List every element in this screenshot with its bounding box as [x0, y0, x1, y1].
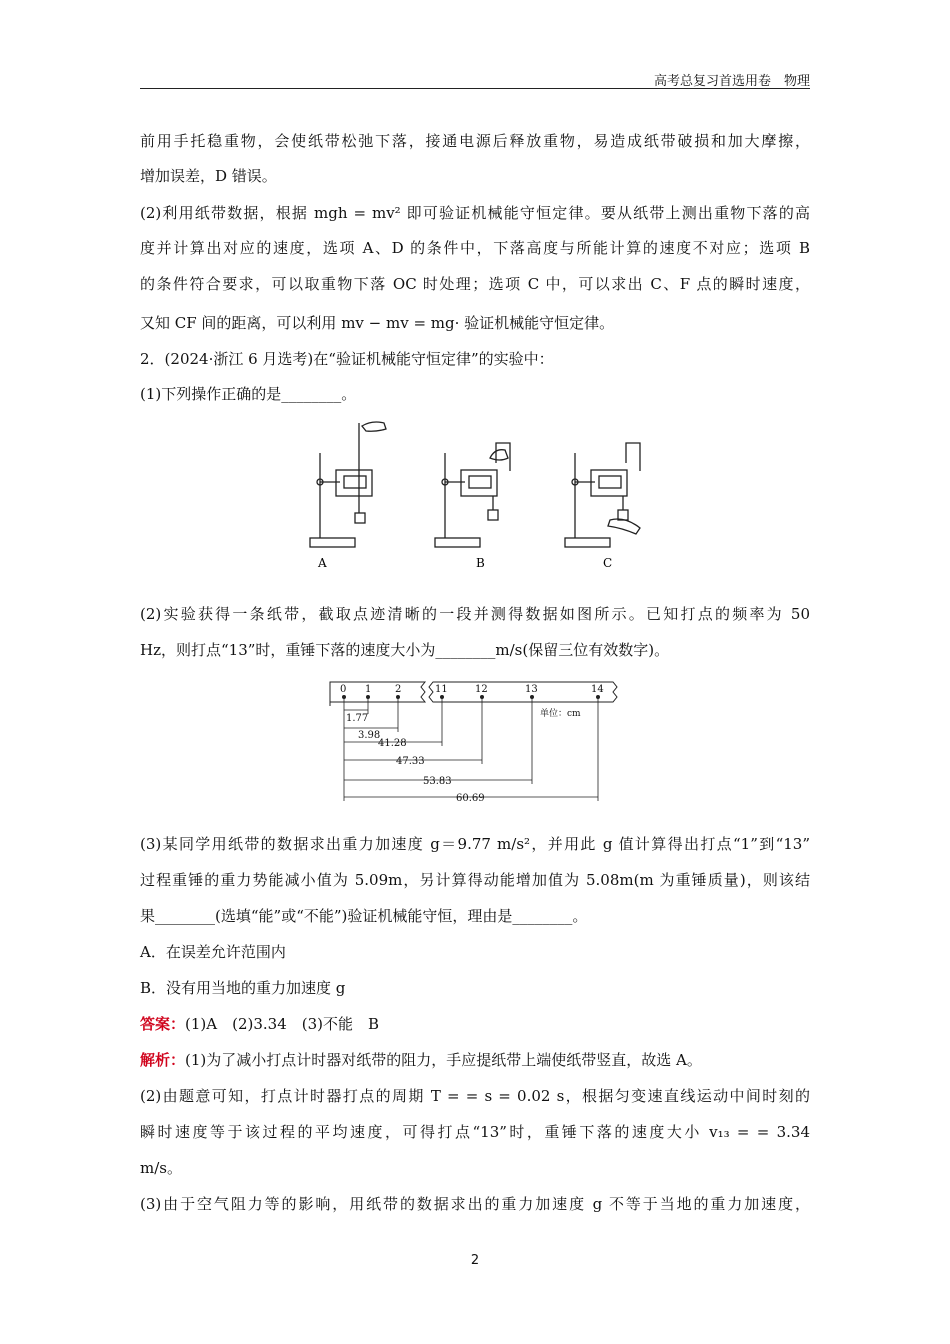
unit-label: 单位：cm [540, 709, 581, 719]
text-line: (2)利用纸带数据，根据 mgh = mv² 即可验证机械能守恒定律。要从纸带上测出重物下落的高 [140, 204, 810, 222]
analysis-line: 解析：(1)为了减小打点计时器对纸带的阻力，手应提纸带上端使纸带竖直，故选 A。 [140, 1051, 702, 1069]
point-label: 13 [525, 684, 538, 695]
answer-line: 答案：(1)A (2)3.34 (3)不能 B [140, 1015, 380, 1033]
point-label: 2 [395, 684, 402, 695]
text-line: 前用手托稳重物，会使纸带松弛下落，接通电源后释放重物，易造成纸带破损和加大摩擦， [140, 132, 810, 150]
distance-label: 41.28 [378, 738, 407, 749]
text-line: 的条件符合要求，可以取重物下落 OC 时处理；选项 C 中，可以求出 C、F 点的瞬时速度， [140, 275, 810, 293]
text-line: (1)下列操作正确的是________。 [140, 385, 357, 403]
text-line: (3)某同学用纸带的数据求出重力加速度 g＝9.77 m/s²，并用此 g 值计算得出打点“1”到“13” [140, 835, 810, 853]
paper-tape-figure [328, 676, 618, 811]
distance-label: 1.77 [346, 713, 369, 724]
point-label: 14 [591, 684, 604, 695]
text-line: m/s。 [140, 1159, 182, 1177]
option-a: A．在误差允许范围内 [140, 943, 286, 961]
text-line: (3)由于空气阻力等的影响，用纸带的数据求出的重力加速度 g 不等于当地的重力加速度， [140, 1195, 810, 1213]
option-label-b: B [476, 556, 485, 570]
point-label: 11 [435, 684, 448, 695]
distance-label: 60.69 [456, 793, 485, 804]
text-line: 瞬时速度等于该过程的平均速度，可得打点“13”时，重锤下落的速度大小 v₁₃ = = 3.34 [140, 1123, 810, 1141]
text-line: Hz，则打点“13”时，重锤下落的速度大小为________m/s(保留三位有效数字)。 [140, 641, 670, 659]
text-line: 增加误差，D 错误。 [140, 167, 277, 185]
analysis-label: 解析： [140, 1051, 186, 1069]
apparatus-figure [300, 418, 650, 573]
distance-label: 3.98 [358, 730, 381, 741]
distance-label: 47.33 [396, 756, 425, 767]
text-line: 过程重锤的重力势能减小值为 5.09m，另计算得动能增加值为 5.08m(m 为重锤质量)，则该结 [140, 871, 810, 889]
text-line: (2)实验获得一条纸带，截取点迹清晰的一段并测得数据如图所示。已知打点的频率为 50 [140, 605, 810, 623]
option-b: B．没有用当地的重力加速度 g [140, 979, 346, 997]
distance-label: 53.83 [423, 776, 452, 787]
text-line: 果________(选填“能”或“不能”)验证机械能守恒，理由是________。 [140, 907, 588, 925]
text-line: 度并计算出对应的速度，选项 A、D 的条件中，下落高度与所能计算的速度不对应；选项 B [140, 239, 810, 257]
option-label-a: A [318, 556, 327, 570]
question-heading: 2．(2024·浙江 6 月选考)在“验证机械能守恒定律”的实验中： [140, 350, 554, 368]
point-label: 1 [365, 684, 372, 695]
text-line: (2)由题意可知，打点计时器打点的周期 T = = s = 0.02 s，根据匀变速直线运动中间时刻的 [140, 1087, 810, 1105]
page-header: 高考总复习首选用卷 物理 [140, 70, 810, 89]
option-label-c: C [603, 556, 613, 570]
page-number: 2 [470, 1253, 480, 1268]
point-label: 12 [475, 684, 488, 695]
text-line: 又知 CF 间的距离，可以利用 mv − mv = mg· 验证机械能守恒定律。 [140, 314, 615, 332]
point-label: 0 [340, 684, 347, 695]
answer-label: 答案： [140, 1015, 186, 1033]
